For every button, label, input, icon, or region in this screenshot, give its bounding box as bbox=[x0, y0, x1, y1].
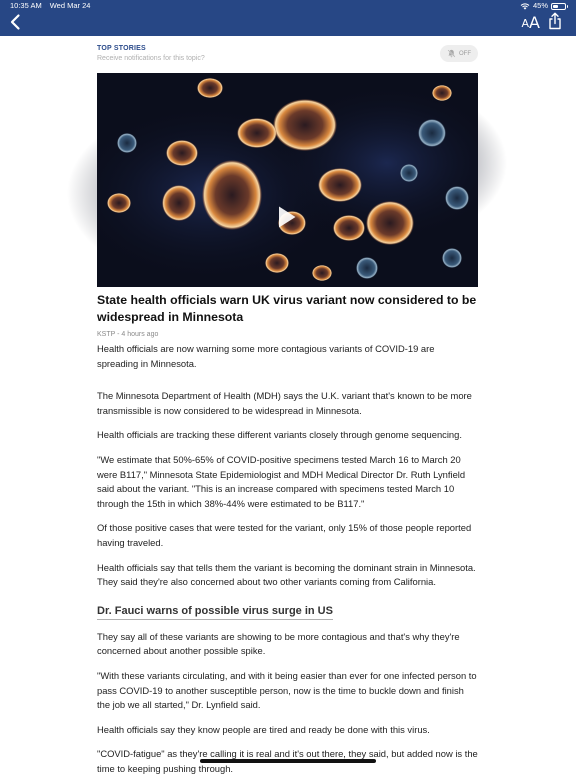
hero-video[interactable] bbox=[97, 73, 478, 287]
article-body bbox=[97, 292, 478, 776]
battery-icon bbox=[551, 3, 566, 10]
topic-subtitle: Receive notifications for this topic? bbox=[97, 55, 205, 62]
notification-toggle[interactable] bbox=[440, 45, 478, 62]
wifi-icon bbox=[520, 3, 530, 10]
text-size-large-label: A bbox=[529, 13, 540, 32]
bell-off-icon bbox=[447, 49, 456, 58]
share-icon[interactable] bbox=[548, 12, 562, 30]
article-paragraph: "We estimate that 50%-65% of COVID-positive specimens tested March 16 to March 20 were B117," Minnesota State Epidemiologist and MDH Medical Director Dr. Ruth Lynfield said about the variant. "This is an increase compared with specimens tested March 10 through the 15th in which 38%-44% were estimated to be B117." bbox=[97, 453, 466, 509]
article-paragraph: "COVID-fatigue" as they're calling it is real and it's out there, they said, but added now is the time to keeping pushing through. bbox=[97, 748, 478, 774]
play-icon[interactable] bbox=[277, 205, 297, 229]
article-paragraph: Health officials are tracking these different variants closely through genome sequencing. bbox=[97, 429, 462, 441]
home-indicator[interactable] bbox=[200, 759, 376, 763]
article-paragraph: "With these variants circulating, and with it being easier than ever for one infected person to pass COVID-19 to another susceptible person, now is the time to buckle down and finish the job we all started," Dr. Lynfield said. bbox=[97, 669, 477, 711]
topic-title: TOP STORIES bbox=[97, 45, 146, 52]
article-paragraph: Health officials say they know people are tired and ready be done with this virus. bbox=[97, 723, 430, 735]
status-bar bbox=[0, 0, 576, 12]
text-size-button[interactable] bbox=[522, 12, 540, 32]
article-paragraph: They say all of these variants are showing to be more contagious and that's why they're concerned about another possible spike. bbox=[97, 630, 460, 657]
battery-level bbox=[553, 5, 558, 8]
article-paragraph: Health officials say that tells them the variant is becoming the dominant strain in Minnesota. They said they're also concerned about two other variants coming from California. bbox=[97, 561, 476, 588]
article-lead: Health officials are now warning some more contagious variants of COVID-19 are spreading in Minnesota. bbox=[97, 343, 435, 369]
top-bar bbox=[0, 0, 576, 36]
related-article-link[interactable]: Dr. Fauci warns of possible virus surge in US bbox=[97, 604, 333, 620]
article-paragraph: The Minnesota Department of Health (MDH) says the U.K. variant that's known to be more transmissible is now considered to be widespread in Minnesota. bbox=[97, 390, 472, 416]
article-headline: State health officials warn UK virus variant now considered to be widespread in Minnesota bbox=[97, 293, 477, 324]
status-time: 10:35 AM bbox=[10, 1, 42, 10]
article-meta: KSTP - 4 hours ago bbox=[97, 331, 159, 338]
toggle-state-label: OFF bbox=[459, 50, 471, 57]
battery-percent: 45% bbox=[532, 1, 548, 10]
article-container bbox=[97, 36, 478, 774]
text-size-small-label: A bbox=[521, 17, 530, 30]
status-date: Wed Mar 24 bbox=[49, 1, 91, 10]
article-paragraph: Of those positive cases that were tested for the variant, only 15% of those people reported having traveled. bbox=[97, 522, 472, 548]
virus-microscope-image bbox=[97, 73, 478, 287]
chevron-left-icon[interactable] bbox=[8, 13, 24, 31]
